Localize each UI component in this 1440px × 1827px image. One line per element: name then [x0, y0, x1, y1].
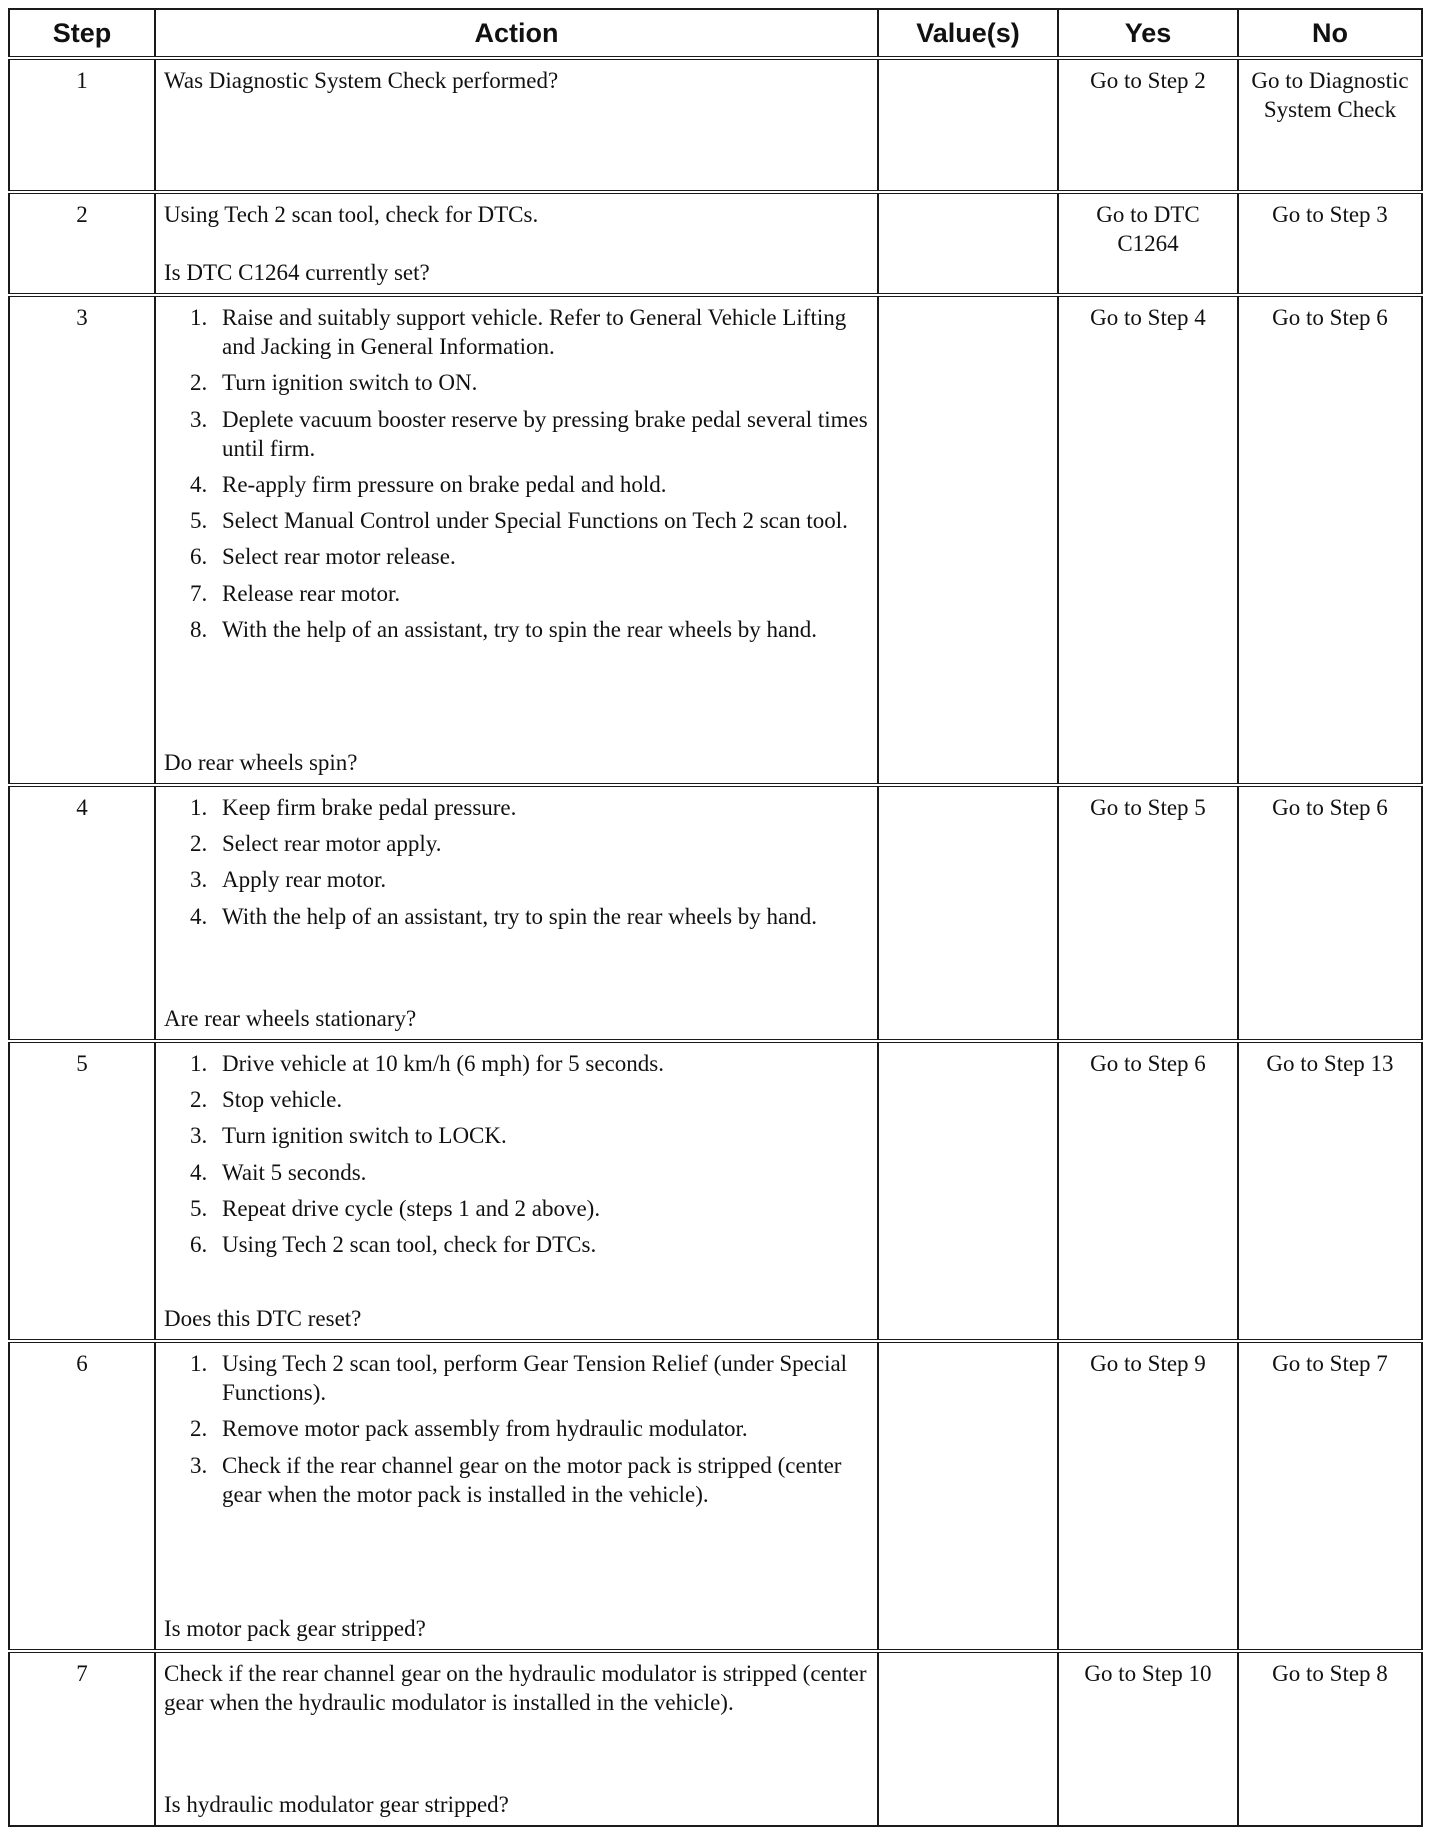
list-item: [190, 579, 869, 608]
substep-number: 1.: [190, 305, 208, 330]
table-row: [9, 785, 1422, 1041]
list-item: [190, 1451, 869, 1509]
list-item: [190, 470, 869, 499]
list-item: [190, 865, 869, 894]
substep-number: 3.: [190, 867, 208, 893]
substep-text: Select rear motor release.: [222, 544, 456, 570]
no-cell: Go to Diagnostic System Check: [1238, 58, 1422, 192]
header-no: No: [1238, 9, 1422, 58]
substep-text: Check if the rear channel gear on the motor pack is stripped (center gear when the motor pack is installed in the vehicle).: [222, 1452, 842, 1507]
list-item: [190, 1049, 869, 1078]
table-row: [9, 1341, 1422, 1651]
list-item: [190, 1121, 869, 1150]
substep-number: 1.: [190, 795, 208, 820]
yes-cell: Go to Step 10: [1058, 1651, 1238, 1826]
value-cell: [878, 58, 1058, 192]
action-cell: [155, 295, 878, 785]
list-item: [190, 303, 869, 361]
substep-number: 2.: [190, 831, 208, 857]
value-cell: [878, 1341, 1058, 1651]
table-row: [9, 58, 1422, 192]
step-number: 5: [9, 1041, 155, 1341]
list-item: [190, 829, 869, 858]
step-number: 4: [9, 785, 155, 1041]
substep-number: 3.: [190, 1452, 208, 1478]
substep-text: Remove motor pack assembly from hydraulic modulator.: [222, 1416, 748, 1442]
yes-cell: Go to DTC C1264: [1058, 192, 1238, 295]
table-row: [9, 295, 1422, 785]
header-yes: Yes: [1058, 9, 1238, 58]
diagnostic-table: [8, 8, 1423, 1827]
action-text: Was Diagnostic System Check performed?: [164, 68, 559, 93]
substep-number: 1.: [190, 1351, 208, 1376]
substep-number: 2.: [190, 1087, 208, 1113]
action-question: Is hydraulic modulator gear stripped?: [164, 1791, 509, 1817]
list-item: [190, 1349, 869, 1407]
yes-cell: Go to Step 4: [1058, 295, 1238, 785]
no-cell: Go to Step 3: [1238, 192, 1422, 295]
value-cell: [878, 785, 1058, 1041]
substep-text: Turn ignition switch to ON.: [222, 370, 478, 396]
list-item: [190, 1158, 869, 1187]
action-cell: [155, 1651, 878, 1826]
list-item: [190, 542, 869, 571]
step-number: 1: [9, 58, 155, 192]
step-number: 6: [9, 1341, 155, 1651]
substep-number: 4.: [190, 903, 208, 929]
substep-text: Select rear motor apply.: [222, 831, 442, 857]
substep-number: 5.: [190, 1195, 208, 1221]
yes-cell: Go to Step 2: [1058, 58, 1238, 192]
value-cell: [878, 1041, 1058, 1341]
substep-text: Repeat drive cycle (steps 1 and 2 above).: [222, 1195, 601, 1221]
substep-number: 8.: [190, 616, 208, 642]
no-cell: Go to Step 6: [1238, 295, 1422, 785]
substep-text: Raise and suitably support vehicle. Refer to General Vehicle Lifting and Jacking in General Information.: [222, 305, 847, 360]
substep-number: 6.: [190, 544, 208, 570]
list-item: [190, 1085, 869, 1114]
substep-number: 1.: [190, 1051, 208, 1076]
substep-number: 5.: [190, 508, 208, 534]
substep-number: 6.: [190, 1232, 208, 1258]
substep-text: Using Tech 2 scan tool, perform Gear Tension Relief (under Special Functions).: [222, 1351, 848, 1406]
substep-number: 4.: [190, 472, 208, 498]
substep-number: 2.: [190, 370, 208, 396]
action-cell: [155, 785, 878, 1041]
header-step: Step: [9, 9, 155, 58]
action-substeps: [164, 1349, 869, 1516]
substep-text: Turn ignition switch to LOCK.: [222, 1123, 507, 1149]
value-cell: [878, 192, 1058, 295]
action-cell: [155, 1341, 878, 1651]
value-cell: [878, 295, 1058, 785]
action-question: Is DTC C1264 currently set?: [164, 259, 430, 285]
action-substeps: [164, 793, 869, 938]
action-substeps: [164, 303, 869, 651]
list-item: [190, 368, 869, 397]
no-cell: Go to Step 13: [1238, 1041, 1422, 1341]
substep-text: Deplete vacuum booster reserve by pressing brake pedal several times until firm.: [222, 406, 868, 461]
list-item: [190, 1194, 869, 1223]
substep-number: 2.: [190, 1416, 208, 1442]
action-substeps: [164, 1049, 869, 1266]
substep-text: Keep firm brake pedal pressure.: [222, 795, 517, 820]
substep-text: Select Manual Control under Special Functions on Tech 2 scan tool.: [222, 508, 848, 534]
action-cell: [155, 1041, 878, 1341]
no-cell: Go to Step 6: [1238, 785, 1422, 1041]
substep-text: Stop vehicle.: [222, 1087, 343, 1113]
no-cell: Go to Step 8: [1238, 1651, 1422, 1826]
action-cell: [155, 192, 878, 295]
action-text: Check if the rear channel gear on the hydraulic modulator is stripped (center gear when the hydraulic modulator is installed in the vehicle).: [164, 1661, 867, 1716]
substep-text: Drive vehicle at 10 km/h (6 mph) for 5 seconds.: [222, 1051, 664, 1076]
list-item: [190, 1230, 869, 1259]
yes-cell: Go to Step 9: [1058, 1341, 1238, 1651]
no-cell: Go to Step 7: [1238, 1341, 1422, 1651]
substep-text: Re-apply firm pressure on brake pedal and hold.: [222, 472, 667, 498]
list-item: [190, 615, 869, 644]
action-question: Does this DTC reset?: [164, 1305, 362, 1331]
action-question: Are rear wheels stationary?: [164, 1005, 417, 1031]
list-item: [190, 506, 869, 535]
substep-text: Using Tech 2 scan tool, check for DTCs.: [222, 1232, 597, 1258]
substep-number: 7.: [190, 580, 208, 606]
substep-text: With the help of an assistant, try to spin the rear wheels by hand.: [222, 616, 818, 642]
table-row: [9, 192, 1422, 295]
action-question: Is motor pack gear stripped?: [164, 1615, 426, 1641]
substep-text: Wait 5 seconds.: [222, 1159, 367, 1185]
substep-text: Apply rear motor.: [222, 867, 387, 893]
header-values: Value(s): [878, 9, 1058, 58]
yes-cell: Go to Step 5: [1058, 785, 1238, 1041]
substep-number: 3.: [190, 406, 208, 432]
action-cell: [155, 58, 878, 192]
yes-cell: Go to Step 6: [1058, 1041, 1238, 1341]
substep-text: Release rear motor.: [222, 580, 401, 606]
list-item: [190, 405, 869, 463]
table-row: [9, 1041, 1422, 1341]
substep-number: 3.: [190, 1123, 208, 1149]
table-row: [9, 1651, 1422, 1826]
substep-number: 4.: [190, 1159, 208, 1185]
list-item: [190, 902, 869, 931]
step-number: 3: [9, 295, 155, 785]
list-item: [190, 793, 869, 822]
list-item: [190, 1414, 869, 1443]
step-number: 2: [9, 192, 155, 295]
header-action: Action: [155, 9, 878, 58]
value-cell: [878, 1651, 1058, 1826]
substep-text: With the help of an assistant, try to spin the rear wheels by hand.: [222, 903, 818, 929]
table-header: [9, 9, 1422, 58]
action-text: Using Tech 2 scan tool, check for DTCs.: [164, 202, 539, 227]
step-number: 7: [9, 1651, 155, 1826]
action-question: Do rear wheels spin?: [164, 749, 358, 775]
